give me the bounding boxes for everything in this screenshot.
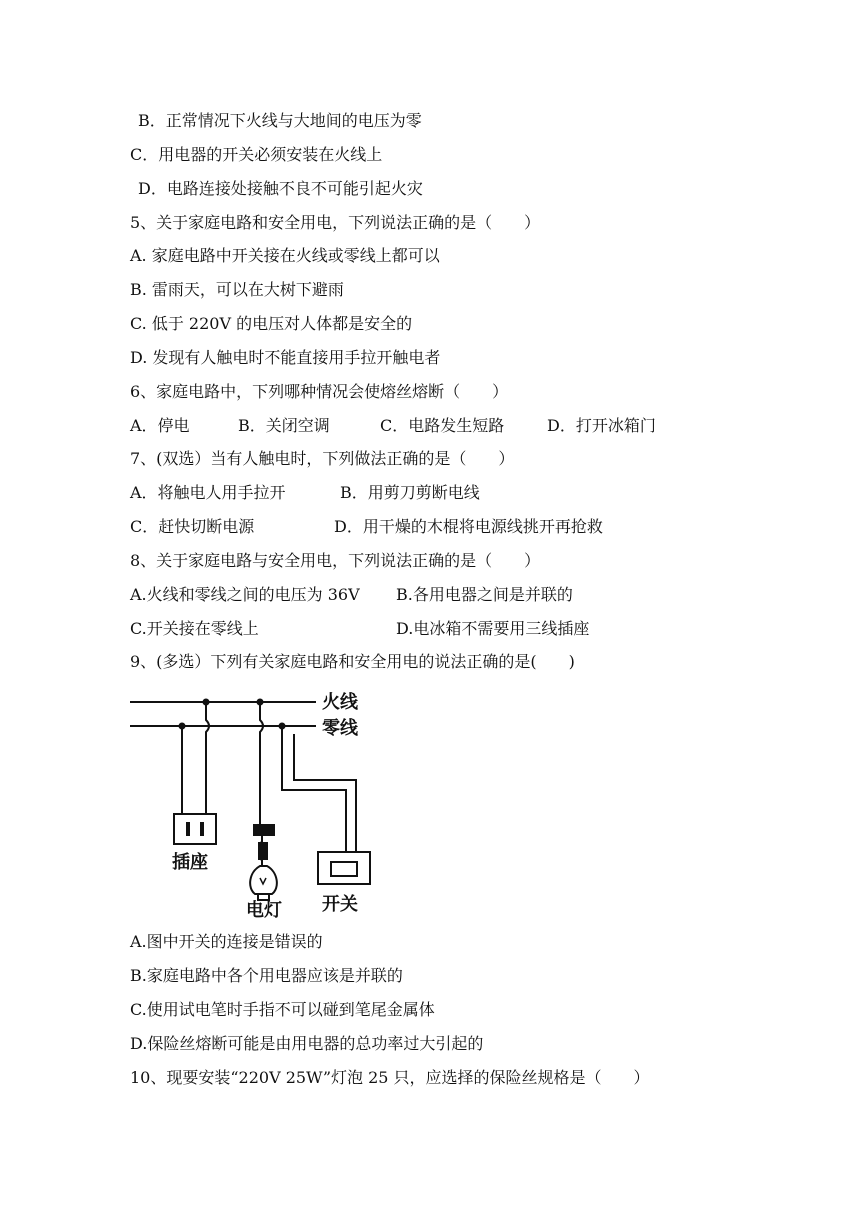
q6-stem: 6、家庭电路中，下列哪种情况会使熔丝熔断（ ） <box>130 382 509 401</box>
q7-option-d: D．用干燥的木棍将电源线挑开再抢救 <box>334 517 603 536</box>
lamp-holder <box>253 824 275 836</box>
switch-label: 开关 <box>322 894 358 915</box>
switch-lead <box>282 726 346 852</box>
q6-option-a: A．停电 <box>130 416 190 435</box>
q8-option-b: B.各用电器之间是并联的 <box>396 585 573 604</box>
q8-options-row2 <box>130 619 730 639</box>
lamp-live-lead <box>260 702 263 824</box>
neutral-wire-label: 零线 <box>322 718 358 739</box>
q9-option-d: D.保险丝熔断可能是由用电器的总功率过大引起的 <box>130 1034 484 1053</box>
q7-option-c: C．赶快切断电源 <box>130 517 255 536</box>
q4-option-b: B．正常情况下火线与大地间的电压为零 <box>138 111 422 130</box>
socket-box <box>174 814 216 844</box>
q9-option-b: B.家庭电路中各个用电器应该是并联的 <box>130 966 403 985</box>
q5-stem: 5、关于家庭电路和安全用电，下列说法正确的是（ ） <box>130 213 541 232</box>
q8-stem: 8、关于家庭电路与安全用电，下列说法正确的是（ ） <box>130 551 541 570</box>
q6-options <box>130 416 730 436</box>
q7-option-a: A．将触电人用手拉开 <box>130 483 286 502</box>
q7-option-b: B．用剪刀剪断电线 <box>340 483 480 502</box>
switch-box <box>318 852 370 884</box>
circuit-diagram <box>128 682 378 922</box>
lamp-label: 电灯 <box>246 900 282 921</box>
junction-dot <box>279 723 286 730</box>
q4-option-c: C．用电器的开关必须安装在火线上 <box>130 145 383 164</box>
socket-slot <box>186 822 190 836</box>
q7-options-row2 <box>130 517 730 537</box>
q6-option-d: D．打开冰箱门 <box>547 416 656 435</box>
q9-stem: 9、(多选）下列有关家庭电路和安全用电的说法正确的是( ) <box>130 652 575 671</box>
q5-option-b: B. 雷雨天，可以在大树下避雨 <box>130 280 344 299</box>
q10-stem: 10、现要安装“220V 25W”灯泡 25 只，应选择的保险丝规格是（ ） <box>130 1068 650 1087</box>
q5-option-d: D. 发现有人触电时不能直接用手拉开触电者 <box>130 348 441 367</box>
live-wire-label: 火线 <box>322 692 358 713</box>
junction-dot <box>257 699 264 706</box>
junction-dot <box>179 723 186 730</box>
q6-option-c: C．电路发生短路 <box>380 416 505 435</box>
q9-option-a: A.图中开关的连接是错误的 <box>130 932 323 951</box>
lamp-bulb <box>250 866 277 894</box>
junction-dot <box>203 699 210 706</box>
q7-stem: 7、(双选）当有人触电时，下列做法正确的是（ ） <box>130 449 515 468</box>
lamp-filament <box>260 878 266 884</box>
q8-option-a: A.火线和零线之间的电压为 36V <box>130 585 360 604</box>
q5-option-c: C. 低于 220V 的电压对人体都是安全的 <box>130 314 413 333</box>
q8-options-row1 <box>130 585 730 605</box>
socket-live-lead <box>206 702 209 814</box>
q5-option-a: A. 家庭电路中开关接在火线或零线上都可以 <box>130 246 440 265</box>
q4-option-d: D．电路连接处接触不良不可能引起火灾 <box>138 179 423 198</box>
q8-option-c: C.开关接在零线上 <box>130 619 259 638</box>
lamp-socket <box>258 842 268 860</box>
q9-option-c: C.使用试电笔时手指不可以碰到笔尾金属体 <box>130 1000 435 1019</box>
q7-options-row1 <box>130 483 730 503</box>
socket-label: 插座 <box>172 852 208 873</box>
socket-slot <box>200 822 204 836</box>
switch-toggle <box>331 862 357 876</box>
q6-option-b: B．关闭空调 <box>238 416 330 435</box>
q8-option-d: D.电冰箱不需要用三线插座 <box>396 619 590 638</box>
